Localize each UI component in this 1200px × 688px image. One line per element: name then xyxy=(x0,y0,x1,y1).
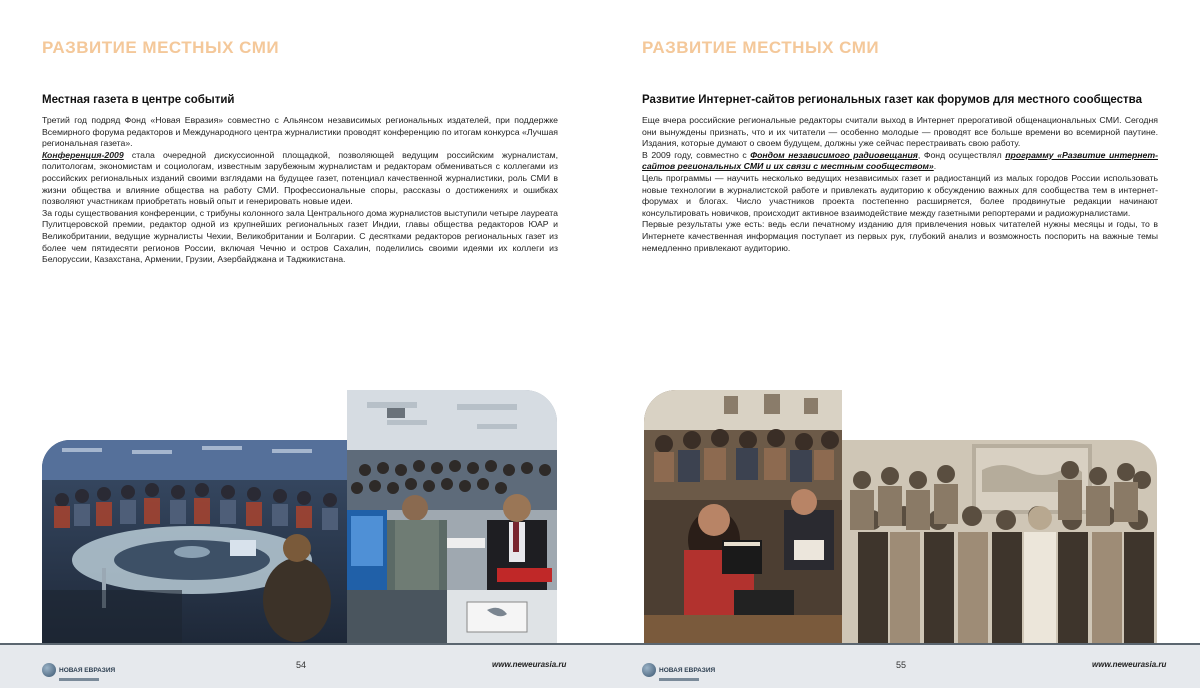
paragraph: Третий год подряд Фонд «Новая Евразия» совместно с Альянсом независимых региональных издателей, при поддержке Всемирного форума редакторов и Международного центра журналистики проводят конференцию по итогам конкурса «Лучшая региональная газета». xyxy=(42,115,558,149)
page-number: 55 xyxy=(896,660,907,670)
photo-image xyxy=(842,440,1157,643)
page-footer xyxy=(0,643,600,688)
article-body xyxy=(42,115,558,266)
page-footer xyxy=(600,643,1200,688)
paragraph xyxy=(42,150,558,208)
logo-bar xyxy=(59,678,99,681)
new-eurasia-logo xyxy=(42,659,115,681)
left-page xyxy=(0,0,600,686)
paragraph: Еще вчера российские региональные редакторы считали выход в Интернет прерогативой общенациональных СМИ. Сегодня они вынуждены признать, что и их читатели — особенно молодые — проводят все больше времени во всемирной паутине. Издания, которые думают о своем будущем, должны уже сейчас перестраивать свою работу. xyxy=(642,115,1158,149)
paragraph: За годы существования конференции, с трибуны колонного зала Центрального дома журналистов выступили четыре лауреата Пулитцеровской премии, редактор одной из крупнейших региональных газет Индии, главы общества редакторов ЮАР и Великобритании, ведущие журналисты Чехии, Великобритании и Болгарии. С десятками редакторов региональных газет из более чем пятидесяти регионов России, включая Чечню и остров Сахалин, поделились своими идеями их коллеги из Белоруссии, Казахстана, Армении, Грузии, Азербайджана и Таджикистана. xyxy=(42,207,558,265)
site-link[interactable]: www.neweurasia.ru xyxy=(1092,660,1167,669)
paragraph-text: . xyxy=(933,161,937,172)
paragraph: Первые результаты уже есть: ведь если печатному изданию для привлечения новых читателей нужны месяцы и годы, то в Интернете качественная информация поступает из первых рук, глубокий анализ и возможность поспорить на важные темы немедленно привлекают аудиторию. xyxy=(642,219,1158,253)
radio-foundation-link[interactable]: Фондом независимого радиовещания xyxy=(750,149,918,160)
program-link[interactable]: программу «Развитие интернет-сайтов региональных СМИ и их связи с местным сообществом» xyxy=(642,149,1158,172)
page-number: 54 xyxy=(296,660,307,670)
globe-icon xyxy=(42,663,56,677)
group-portrait-photo xyxy=(842,440,1157,643)
photo-image xyxy=(644,390,842,643)
conference-roundtable-photo xyxy=(42,440,347,643)
article-body xyxy=(642,115,1158,254)
new-eurasia-logo xyxy=(642,659,715,681)
section-title: РАЗВИТИЕ МЕСТНЫХ СМИ xyxy=(642,38,880,57)
logo-text: НОВАЯ ЕВРАЗИЯ xyxy=(659,667,716,674)
photo-image xyxy=(42,440,347,643)
logo-text: НОВАЯ ЕВРАЗИЯ xyxy=(59,667,116,674)
site-link[interactable]: www.neweurasia.ru xyxy=(492,660,567,669)
paragraph-text: стала очередной дискуссионной площадкой, позволяющей ведущим российским журналистам, политологам, экономистам и социологам, известным зарубежным журналистам и редакторам обмениваться с коллегами из российских региональных изданий своими взглядами на будущее газет, потенциал качественной журналистики, роль СМИ в жизни общества и влияние общества на работу СМИ. Профессиональные споры, рассказы о достижениях и ошибках позволяют участникам приобретать новый опыт и генерировать новые идеи. xyxy=(42,149,558,207)
paragraph-text: В 2009 году, совместно с xyxy=(642,149,751,160)
right-page xyxy=(600,0,1200,686)
paragraph-text: , Фонд осуществлял xyxy=(917,149,1006,160)
article-title: Развитие Интернет-сайтов региональных газет как форумов для местного сообщества xyxy=(642,94,1142,106)
globe-icon xyxy=(642,663,656,677)
audience-reading-photo xyxy=(644,390,842,643)
speaker-podium-photo xyxy=(347,390,557,643)
logo-bar xyxy=(659,678,699,681)
section-title: РАЗВИТИЕ МЕСТНЫХ СМИ xyxy=(42,38,280,57)
paragraph: Цель программы — научить несколько ведущих независимых газет и радиостанций из малых городов России использовать новые технологии в журналистской работе и привлекать аудиторию к обсуждению важных для сообщества тем в интернет-форумах и блогах. Число участников проекта постепенно расширяется, более продвинутые редакции начинают консультировать новичков, происходит активное взаимодействие между газетными репортерами и радиожурналистами. xyxy=(642,172,1158,218)
paragraph xyxy=(642,150,1158,173)
conference-lead: Конференция-2009 xyxy=(42,149,124,160)
photo-image xyxy=(347,390,557,643)
article-title: Местная газета в центре событий xyxy=(42,94,235,106)
